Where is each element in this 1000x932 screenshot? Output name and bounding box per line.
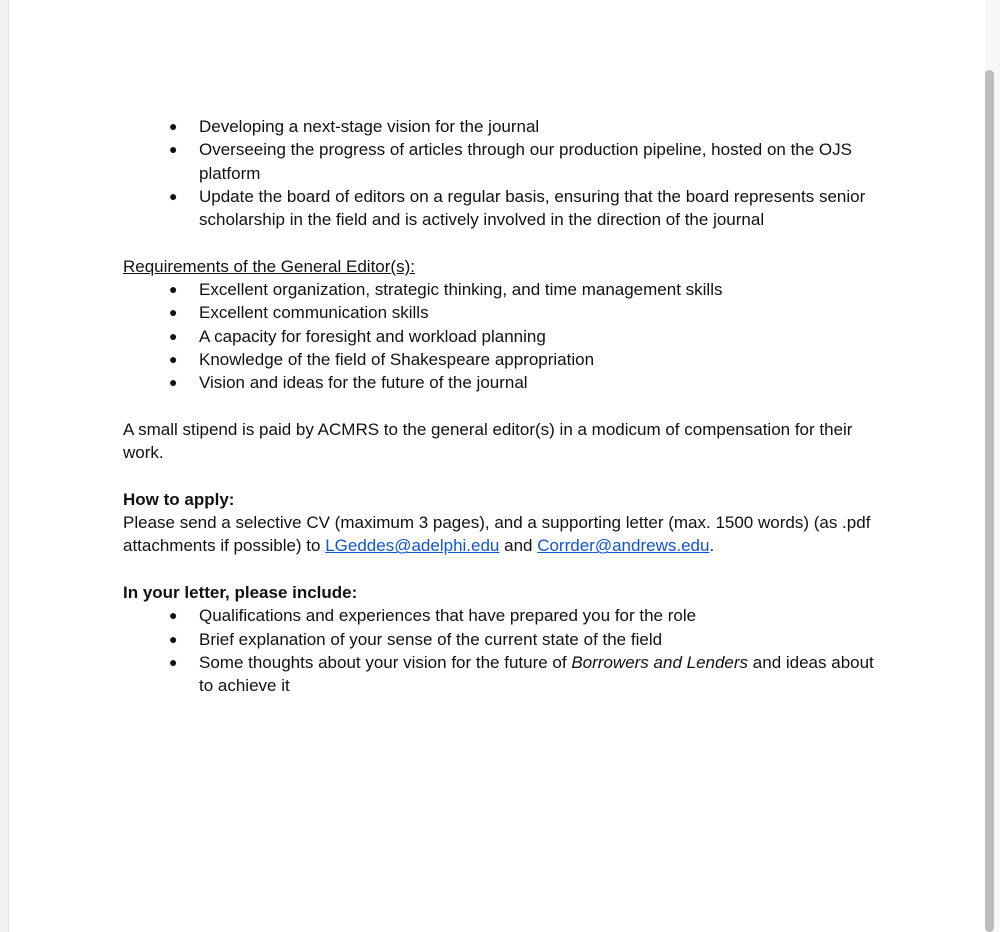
- list-item-text: Developing a next-stage vision for the journal: [199, 117, 540, 136]
- email-link-geddes[interactable]: LGeddes@adelphi.edu: [325, 536, 500, 556]
- list-item: [123, 628, 883, 651]
- requirements-heading: Requirements of the General Editor(s):: [123, 256, 415, 276]
- bullet-icon: ●: [169, 327, 178, 344]
- list-item-text: Qualifications and experiences that have prepared you for the role: [199, 606, 697, 626]
- list-item: [123, 371, 883, 394]
- list-item: [123, 185, 883, 232]
- bullet-icon: ●: [169, 304, 178, 321]
- bullet-icon: ●: [169, 374, 178, 391]
- list-item-text: Overseeing the progress of articles through our production pipeline, hosted on the OJS platform: [199, 140, 852, 183]
- bullet-icon: ●: [169, 281, 178, 298]
- requirements-list: [123, 278, 883, 394]
- list-item: [123, 278, 883, 301]
- bullet-icon: ●: [169, 118, 178, 134]
- list-item-text-end: and ideas about to achieve it: [199, 652, 874, 696]
- letter-heading: In your letter, please include:: [123, 582, 358, 602]
- list-item: [123, 348, 883, 371]
- list-item-text: Some thoughts about your vision for the future of: [199, 652, 572, 672]
- apply-text-end: .: [709, 536, 715, 556]
- how-to-apply-heading: How to apply:: [123, 489, 235, 509]
- scrollbar-thumb[interactable]: [985, 70, 994, 932]
- bullet-icon: ●: [169, 187, 178, 204]
- email-link-corrder[interactable]: Corrder@andrews.edu: [537, 536, 710, 556]
- journal-title: Borrowers and Lenders: [571, 652, 749, 672]
- list-item: [123, 138, 883, 185]
- apply-text: Please send a selective CV (maximum 3 pages), and a supporting letter (max. 1500 words) (as .pdf attachments if possible) to: [123, 513, 871, 556]
- document-content: [123, 115, 883, 697]
- list-item-text: A capacity for foresight and workload planning: [199, 326, 546, 346]
- list-item-text: Excellent communication skills: [199, 303, 429, 323]
- list-item-text: Brief explanation of your sense of the current state of the field: [199, 629, 663, 649]
- list-item-text: Excellent organization, strategic thinking, and time management skills: [199, 280, 723, 300]
- list-item-text: Vision and ideas for the future of the journal: [199, 373, 528, 393]
- bullet-icon: ●: [169, 653, 178, 670]
- letter-list: [123, 604, 883, 697]
- list-item: [123, 301, 883, 324]
- bullet-icon: ●: [169, 350, 178, 367]
- bullet-icon: ●: [169, 607, 178, 624]
- how-to-apply-paragraph: [123, 511, 883, 558]
- stipend-paragraph: A small stipend is paid by ACMRS to the general editor(s) in a modicum of compensation for their work.: [123, 419, 853, 463]
- apply-text-between: and: [499, 536, 538, 556]
- bullet-icon: ●: [169, 630, 178, 647]
- list-item-text: Update the board of editors on a regular basis, ensuring that the board represents senior scholarship in the field and is actively involved in the direction of the journal: [199, 186, 866, 230]
- list-item: [123, 115, 883, 138]
- duties-list: [123, 115, 883, 231]
- list-item: [123, 651, 883, 698]
- list-item-text: Knowledge of the field of Shakespeare appropriation: [199, 349, 595, 369]
- bullet-icon: ●: [169, 141, 178, 158]
- list-item: [123, 604, 883, 627]
- list-item: [123, 325, 883, 348]
